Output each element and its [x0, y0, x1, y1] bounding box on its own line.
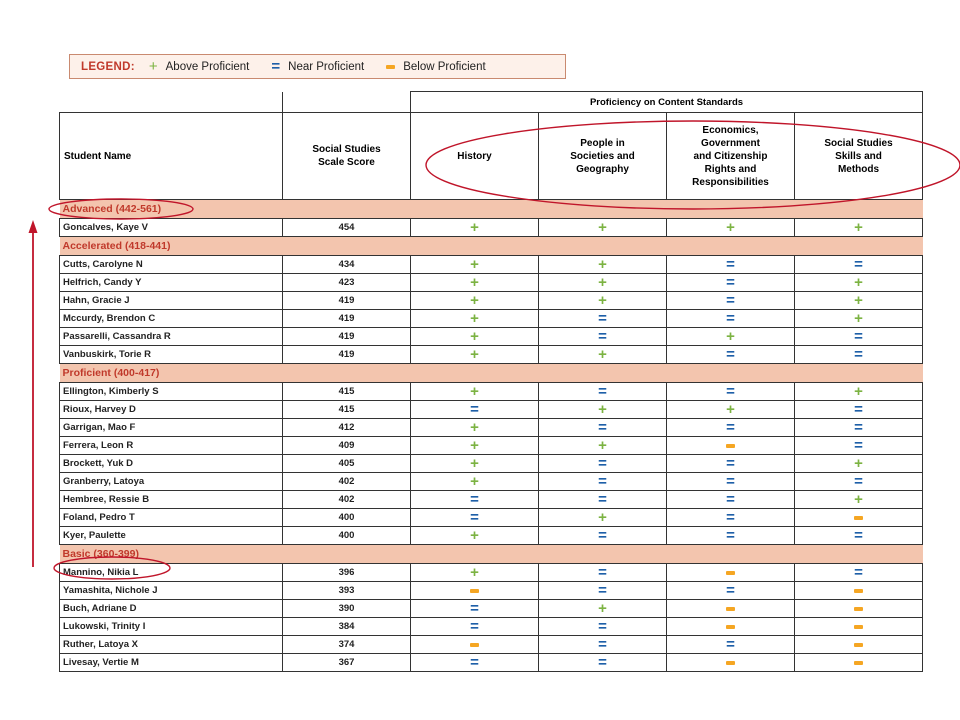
minus-icon [854, 516, 863, 520]
equal-icon: = [726, 274, 735, 291]
plus-icon: + [598, 401, 607, 418]
proficiency-cell [795, 564, 923, 582]
empty-header-cell [283, 92, 411, 113]
table-row [60, 618, 923, 636]
proficiency-cell [411, 600, 539, 618]
proficiency-cell [411, 274, 539, 292]
proficiency-cell [667, 527, 795, 545]
plus-icon: + [470, 310, 479, 327]
minus-icon [726, 625, 735, 629]
table-row [60, 582, 923, 600]
proficiency-cell [667, 582, 795, 600]
proficiency-cell [667, 473, 795, 491]
proficiency-table [59, 91, 923, 672]
plus-icon: + [470, 274, 479, 291]
proficiency-cell [539, 310, 667, 328]
equal-icon: = [854, 473, 863, 490]
student-name-cell: Ferrera, Leon R [60, 437, 283, 455]
student-name-cell: Hembree, Ressie B [60, 491, 283, 509]
equal-icon: = [470, 491, 479, 508]
proficiency-cell [667, 654, 795, 672]
band-row [60, 200, 923, 219]
table-row [60, 383, 923, 401]
proficiency-cell [667, 256, 795, 274]
proficiency-cell [667, 437, 795, 455]
header-line: Social Studies [312, 144, 381, 155]
student-name-cell: Lukowski, Trinity I [60, 618, 283, 636]
equal-icon: = [271, 58, 281, 75]
equal-icon: = [598, 328, 607, 345]
table-row [60, 564, 923, 582]
legend-label-above: Above Proficient [165, 60, 250, 73]
plus-icon: + [470, 256, 479, 273]
proficiency-cell [411, 491, 539, 509]
score-cell: 400 [283, 527, 411, 545]
score-cell: 423 [283, 274, 411, 292]
student-name-cell: Rioux, Harvey D [60, 401, 283, 419]
proficiency-cell [667, 491, 795, 509]
proficiency-cell [667, 401, 795, 419]
proficiency-cell [795, 491, 923, 509]
proficiency-cell [411, 256, 539, 274]
proficiency-cell [411, 310, 539, 328]
table-row [60, 274, 923, 292]
score-cell: 405 [283, 455, 411, 473]
plus-icon: + [148, 58, 158, 75]
header-score [283, 113, 411, 200]
equal-icon: = [726, 491, 735, 508]
equal-icon: = [470, 618, 479, 635]
plus-icon: + [854, 383, 863, 400]
minus-icon [470, 643, 479, 647]
table-row [60, 292, 923, 310]
score-cell: 396 [283, 564, 411, 582]
proficiency-cell [667, 328, 795, 346]
band-row [60, 237, 923, 256]
table-row [60, 509, 923, 527]
minus-icon [854, 643, 863, 647]
equal-icon: = [854, 564, 863, 581]
proficiency-cell [411, 401, 539, 419]
minus-icon [470, 589, 479, 593]
plus-icon: + [470, 383, 479, 400]
proficiency-cell [539, 600, 667, 618]
proficiency-cell [667, 292, 795, 310]
proficiency-cell [411, 419, 539, 437]
legend-title: LEGEND: [81, 60, 135, 73]
proficiency-cell [795, 636, 923, 654]
equal-icon: = [598, 473, 607, 490]
equal-icon: = [854, 328, 863, 345]
minus-icon [854, 607, 863, 611]
proficiency-cell [411, 564, 539, 582]
proficiency-cell [411, 383, 539, 401]
plus-icon: + [598, 437, 607, 454]
proficiency-cell [539, 491, 667, 509]
score-cell: 374 [283, 636, 411, 654]
table-row [60, 473, 923, 491]
equal-icon: = [470, 401, 479, 418]
score-cell: 419 [283, 328, 411, 346]
table-row [60, 419, 923, 437]
equal-icon: = [854, 527, 863, 544]
equal-icon: = [470, 654, 479, 671]
column-header-row [60, 113, 923, 200]
score-cell: 419 [283, 346, 411, 364]
equal-icon: = [598, 527, 607, 544]
proficiency-cell [667, 509, 795, 527]
student-name-cell: Buch, Adriane D [60, 600, 283, 618]
plus-icon: + [470, 346, 479, 363]
equal-icon: = [726, 636, 735, 653]
plus-icon: + [598, 256, 607, 273]
header-line: Scale Score [318, 157, 375, 168]
table-row [60, 455, 923, 473]
equal-icon: = [854, 346, 863, 363]
proficiency-cell [539, 582, 667, 600]
equal-icon: = [726, 527, 735, 544]
equal-icon: = [598, 419, 607, 436]
proficiency-cell [795, 310, 923, 328]
proficiency-cell [795, 219, 923, 237]
proficiency-cell [539, 292, 667, 310]
student-name-cell: Ellington, Kimberly S [60, 383, 283, 401]
proficiency-cell [795, 419, 923, 437]
equal-icon: = [598, 310, 607, 327]
equal-icon: = [470, 600, 479, 617]
proficiency-cell [667, 618, 795, 636]
proficiency-cell [539, 618, 667, 636]
header-line: Rights and [704, 163, 757, 175]
proficiency-cell [795, 274, 923, 292]
minus-icon [854, 661, 863, 665]
score-cell: 412 [283, 419, 411, 437]
equal-icon: = [726, 473, 735, 490]
header-economics [667, 113, 795, 200]
proficiency-cell [411, 582, 539, 600]
band-label: Accelerated (418-441) [60, 237, 923, 256]
header-line: Geography [576, 163, 629, 175]
minus-icon [854, 589, 863, 593]
proficiency-cell [539, 274, 667, 292]
minus-icon [386, 65, 395, 69]
table-row [60, 310, 923, 328]
equal-icon: = [726, 582, 735, 599]
header-line: Methods [837, 163, 880, 175]
proficiency-cell [539, 383, 667, 401]
student-name-cell: Hahn, Gracie J [60, 292, 283, 310]
score-cell: 415 [283, 383, 411, 401]
student-name-cell: Helfrich, Candy Y [60, 274, 283, 292]
header-line: and Citizenship [693, 150, 768, 162]
equal-icon: = [726, 292, 735, 309]
score-cell: 419 [283, 292, 411, 310]
header-line: Skills and [835, 150, 882, 162]
header-line: Economics, [702, 124, 759, 136]
legend-item-below [386, 61, 485, 73]
proficiency-cell [795, 527, 923, 545]
proficiency-cell [795, 346, 923, 364]
legend-label-below: Below Proficient [403, 60, 486, 73]
table-row [60, 491, 923, 509]
equal-icon: = [726, 256, 735, 273]
plus-icon: + [598, 509, 607, 526]
proficiency-cell [795, 654, 923, 672]
plus-icon: + [470, 455, 479, 472]
plus-icon: + [470, 473, 479, 490]
proficiency-cell [411, 292, 539, 310]
plus-icon: + [470, 564, 479, 581]
proficiency-cell [795, 618, 923, 636]
proficiency-cell [795, 437, 923, 455]
student-name-cell: Mannino, Nikia L [60, 564, 283, 582]
minus-icon [726, 607, 735, 611]
band-label: Proficient (400-417) [60, 364, 923, 383]
student-name-cell: Foland, Pedro T [60, 509, 283, 527]
score-cell: 402 [283, 473, 411, 491]
equal-icon: = [726, 419, 735, 436]
proficiency-cell [667, 564, 795, 582]
proficiency-cell [411, 346, 539, 364]
proficiency-cell [411, 509, 539, 527]
header-line: Social Studies [824, 137, 893, 149]
proficiency-cell [667, 600, 795, 618]
student-name-cell: Brockett, Yuk D [60, 455, 283, 473]
header-history [411, 113, 539, 200]
proficiency-cell [539, 401, 667, 419]
equal-icon: = [598, 636, 607, 653]
proficiency-cell [411, 328, 539, 346]
score-cell: 400 [283, 509, 411, 527]
equal-icon: = [598, 654, 607, 671]
plus-icon: + [854, 292, 863, 309]
equal-icon: = [598, 491, 607, 508]
student-name-cell: Granberry, Latoya [60, 473, 283, 491]
legend [69, 54, 566, 79]
minus-icon [854, 625, 863, 629]
score-cell: 402 [283, 491, 411, 509]
band-label: Advanced (442-561) [60, 200, 923, 219]
student-name-cell: Kyer, Paulette [60, 527, 283, 545]
proficiency-cell [795, 256, 923, 274]
score-cell: 384 [283, 618, 411, 636]
equal-icon: = [726, 509, 735, 526]
student-name-cell: Vanbuskirk, Torie R [60, 346, 283, 364]
equal-icon: = [726, 383, 735, 400]
equal-icon: = [598, 582, 607, 599]
proficiency-cell [411, 219, 539, 237]
proficiency-cell [667, 419, 795, 437]
table-row [60, 654, 923, 672]
score-cell: 454 [283, 219, 411, 237]
header-people [539, 113, 667, 200]
plus-icon: + [470, 419, 479, 436]
proficiency-cell [795, 473, 923, 491]
score-cell: 393 [283, 582, 411, 600]
plus-icon: + [726, 328, 735, 345]
score-cell: 390 [283, 600, 411, 618]
proficiency-cell [411, 636, 539, 654]
score-cell: 367 [283, 654, 411, 672]
proficiency-cell [795, 292, 923, 310]
empty-header-cell [60, 92, 283, 113]
proficiency-cell [667, 383, 795, 401]
equal-icon: = [726, 346, 735, 363]
plus-icon: + [598, 346, 607, 363]
student-name-cell: Goncalves, Kaye V [60, 219, 283, 237]
proficiency-cell [411, 527, 539, 545]
header-line: Government [701, 137, 760, 149]
proficiency-cell [539, 636, 667, 654]
table-row [60, 401, 923, 419]
score-cell: 415 [283, 401, 411, 419]
score-cell: 434 [283, 256, 411, 274]
plus-icon: + [598, 292, 607, 309]
table-row [60, 437, 923, 455]
plus-icon: + [854, 274, 863, 291]
proficiency-cell [795, 600, 923, 618]
equal-icon: = [470, 509, 479, 526]
equal-icon: = [854, 437, 863, 454]
proficiency-cell [795, 401, 923, 419]
proficiency-cell [411, 654, 539, 672]
proficiency-cell [795, 455, 923, 473]
minus-icon [726, 571, 735, 575]
table-row [60, 219, 923, 237]
band-label: Basic (360-399) [60, 545, 923, 564]
plus-icon: + [470, 219, 479, 236]
student-name-cell: Mccurdy, Brendon C [60, 310, 283, 328]
proficiency-cell [539, 346, 667, 364]
proficiency-cell [667, 636, 795, 654]
student-name-cell: Livesay, Vertie M [60, 654, 283, 672]
score-cell: 419 [283, 310, 411, 328]
equal-icon: = [598, 564, 607, 581]
table-row [60, 527, 923, 545]
proficiency-cell [795, 582, 923, 600]
proficiency-cell [539, 328, 667, 346]
proficiency-cell [539, 527, 667, 545]
legend-label-near: Near Proficient [288, 60, 365, 73]
proficiency-cell [539, 437, 667, 455]
table-row [60, 328, 923, 346]
proficiency-cell [411, 455, 539, 473]
proficiency-cell [539, 564, 667, 582]
proficiency-cell [539, 509, 667, 527]
table-row [60, 600, 923, 618]
legend-item-near [271, 59, 364, 74]
plus-icon: + [598, 274, 607, 291]
table-row [60, 636, 923, 654]
student-name-cell: Passarelli, Cassandra R [60, 328, 283, 346]
proficiency-cell [411, 437, 539, 455]
equal-icon: = [598, 383, 607, 400]
header-skills [795, 113, 923, 200]
table-row [60, 346, 923, 364]
student-name-cell: Ruther, Latoya X [60, 636, 283, 654]
proficiency-cell [667, 346, 795, 364]
proficiency-cell [539, 219, 667, 237]
equal-icon: = [598, 618, 607, 635]
plus-icon: + [726, 219, 735, 236]
band-row [60, 364, 923, 383]
band-row [60, 545, 923, 564]
plus-icon: + [726, 401, 735, 418]
header-line: Societies and [570, 150, 635, 162]
proficiency-cell [539, 654, 667, 672]
header-line: History [457, 150, 492, 162]
plus-icon: + [598, 600, 607, 617]
proficiency-cell [667, 310, 795, 328]
proficiency-cell [795, 328, 923, 346]
plus-icon: + [470, 292, 479, 309]
header-line: Responsibilities [692, 176, 769, 188]
proficiency-cell [667, 219, 795, 237]
proficiency-cell [539, 419, 667, 437]
student-name-cell: Garrigan, Mao F [60, 419, 283, 437]
proficiency-cell [411, 473, 539, 491]
equal-icon: = [726, 455, 735, 472]
plus-icon: + [598, 219, 607, 236]
plus-icon: + [854, 310, 863, 327]
proficiency-cell [795, 383, 923, 401]
equal-icon: = [854, 419, 863, 436]
plus-icon: + [854, 219, 863, 236]
plus-icon: + [854, 491, 863, 508]
equal-icon: = [726, 310, 735, 327]
proficiency-cell [539, 455, 667, 473]
student-name-cell: Cutts, Carolyne N [60, 256, 283, 274]
table-row [60, 256, 923, 274]
proficiency-cell [667, 455, 795, 473]
up-arrow-icon [29, 220, 38, 233]
student-name-cell: Yamashita, Nichole J [60, 582, 283, 600]
equal-icon: = [854, 401, 863, 418]
proficiency-cell [411, 618, 539, 636]
equal-icon: = [854, 256, 863, 273]
plus-icon: + [854, 455, 863, 472]
equal-icon: = [598, 455, 607, 472]
plus-icon: + [470, 437, 479, 454]
score-cell: 409 [283, 437, 411, 455]
proficiency-cell [539, 473, 667, 491]
legend-item-above [149, 59, 250, 74]
proficiency-cell [795, 509, 923, 527]
plus-icon: + [470, 527, 479, 544]
minus-icon [726, 444, 735, 448]
minus-icon [726, 661, 735, 665]
plus-icon: + [470, 328, 479, 345]
header-line: People in [580, 137, 625, 149]
proficiency-cell [539, 256, 667, 274]
proficiency-cell [667, 274, 795, 292]
group-header: Proficiency on Content Standards [411, 92, 923, 113]
header-student-name: Student Name [60, 113, 283, 200]
